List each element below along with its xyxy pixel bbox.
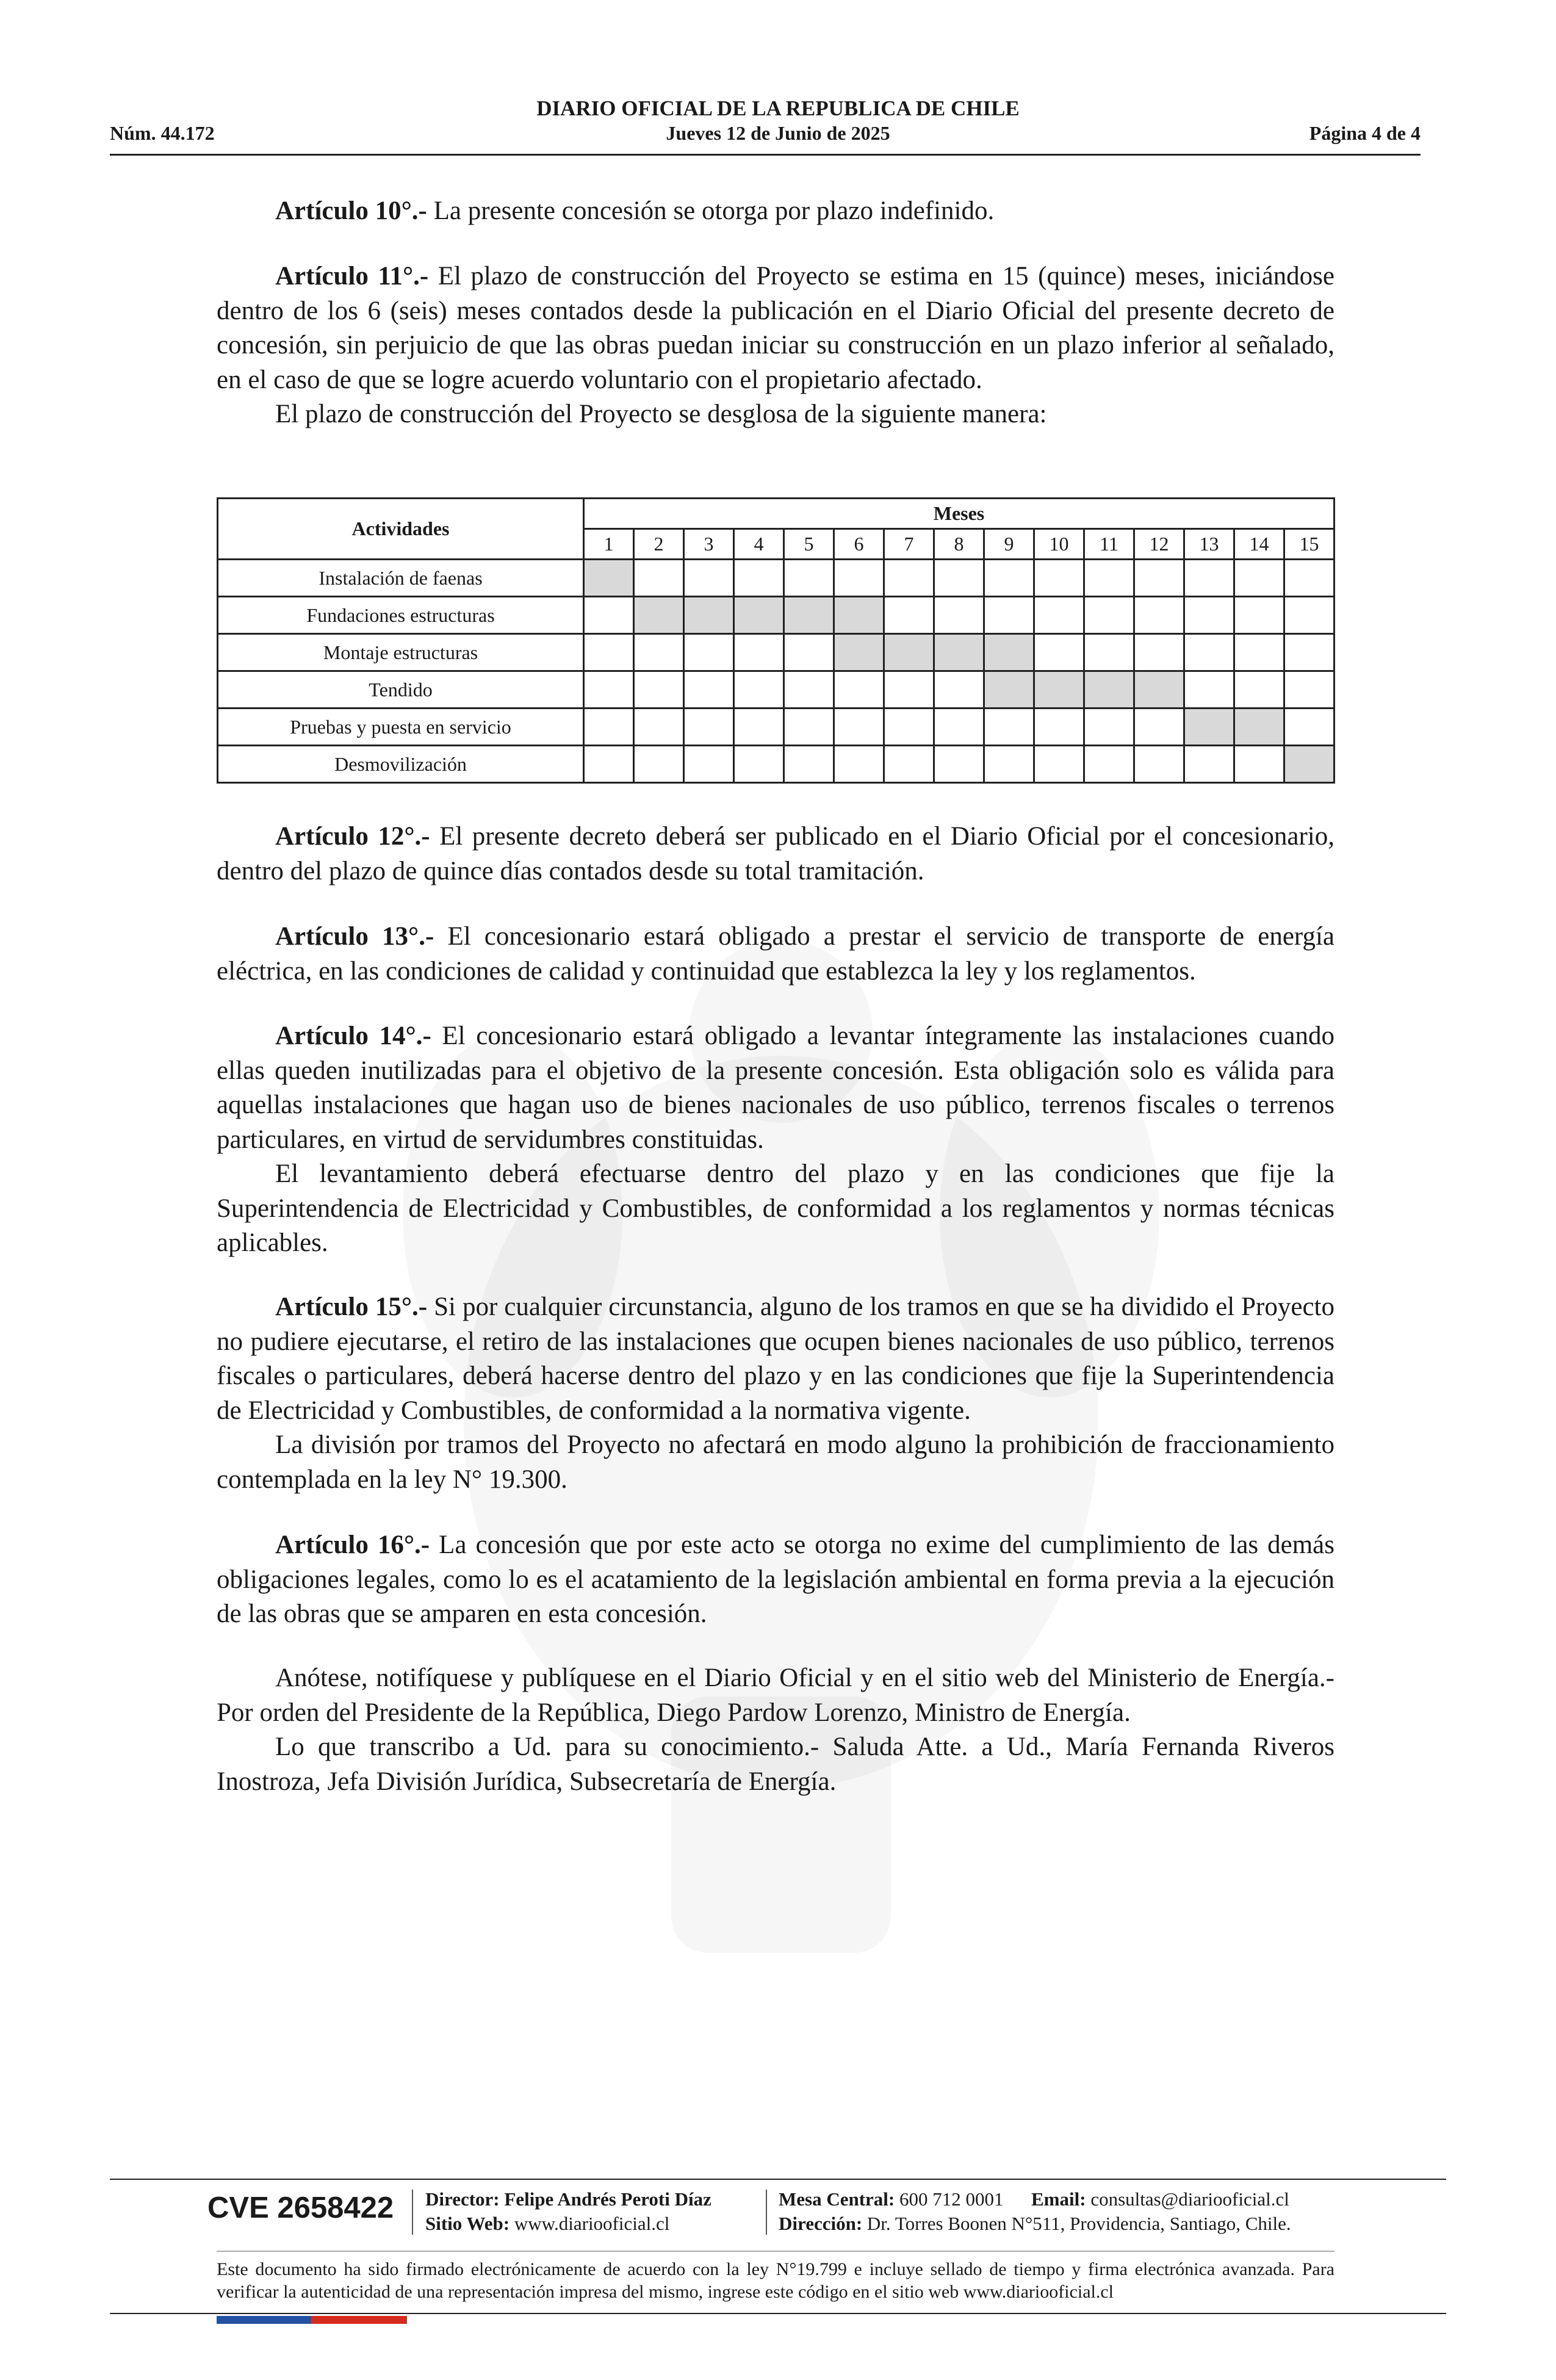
schedule-cell [734, 746, 784, 783]
schedule-cell [634, 709, 684, 746]
activity-label: Instalación de faenas [218, 560, 584, 597]
months-header: Meses [584, 499, 1334, 529]
schedule-cell-active [734, 597, 784, 634]
schedule-cell [634, 746, 684, 783]
schedule-row [218, 634, 1334, 671]
article-text: El presente decreto deberá ser publicado en el Diario Oficial por el concesionario, dentro del plazo de quince días contados desde su total tramitación. [217, 822, 1334, 885]
schedule-cell-active [1284, 746, 1334, 783]
schedule-cell [884, 746, 934, 783]
article-paragraph: El plazo de construcción del Proyecto se desglosa de la siguiente manera: [275, 400, 1047, 428]
schedule-cell [584, 671, 634, 709]
schedule-cell [1284, 560, 1334, 597]
schedule-cell-active [684, 597, 734, 634]
closing-paragraph: Lo que transcribo a Ud. para su conocimiento.- Saluda Atte. a Ud., María Fernanda Riveros Inostroza, Jefa División Jurídica, Subsecretaría de Energía. [217, 1733, 1334, 1796]
article-13 [217, 920, 1334, 989]
website-line [425, 2213, 669, 2235]
activity-label: Fundaciones estructuras [218, 597, 584, 634]
month-header: 5 [784, 529, 834, 560]
month-header: 8 [934, 529, 984, 560]
article-12 [217, 820, 1334, 889]
activity-label: Desmovilización [218, 746, 584, 783]
schedule-cell [1134, 634, 1184, 671]
schedule-cell-active [1034, 671, 1084, 709]
schedule-cell [984, 746, 1034, 783]
page-number: Página 4 de 4 [1309, 122, 1421, 144]
schedule-cell [884, 671, 934, 709]
schedule-cell-active [1184, 709, 1234, 746]
schedule-cell [784, 746, 834, 783]
schedule-cell [1084, 746, 1134, 783]
schedule-cell [1134, 560, 1184, 597]
schedule-cell [1084, 709, 1134, 746]
article-paragraph: El levantamiento deberá efectuarse dentro del plazo y en las condiciones que fije la Superintendencia de Electricidad y Combustibles, de conformidad a los reglamentos y normas técnicas aplicables. [217, 1159, 1334, 1257]
schedule-cell [1034, 560, 1084, 597]
schedule-cell-active [934, 634, 984, 671]
schedule-cell [784, 709, 834, 746]
schedule-cell [584, 709, 634, 746]
article-16 [217, 1528, 1334, 1632]
schedule-cell [634, 560, 684, 597]
article-heading: Artículo 11°.- [275, 262, 429, 290]
article-15 [217, 1290, 1334, 1497]
schedule-cell [984, 597, 1034, 634]
article-heading: Artículo 16°.- [275, 1531, 430, 1559]
schedule-cell [934, 671, 984, 709]
mesa-label: Mesa Central: [779, 2188, 895, 2210]
article-10 [217, 194, 1334, 229]
schedule-cell [684, 709, 734, 746]
schedule-cell [1134, 597, 1184, 634]
schedule-cell [1184, 560, 1234, 597]
article-heading: Artículo 14°.- [275, 1022, 431, 1050]
schedule-cell [834, 671, 884, 709]
month-header: 13 [1184, 529, 1234, 560]
schedule-cell-active [834, 634, 884, 671]
activities-header: Actividades [218, 499, 584, 560]
month-header: 3 [684, 529, 734, 560]
schedule-cell [634, 671, 684, 709]
article-text: La presente concesión se otorga por plazo indefinido. [427, 197, 995, 225]
schedule-cell [784, 671, 834, 709]
schedule-cell [1034, 709, 1084, 746]
schedule-cell [1234, 634, 1284, 671]
schedule-cell-active [584, 560, 634, 597]
signature-note: Este documento ha sido firmado electrónicamente de acuerdo con la ley N°19.799 e incluye sellado de tiempo y firma electrónica avanzada. Para verificar la autenticidad de una representación impresa del mismo, ingrese este código en el sitio web www.diariooficial.cl [217, 2259, 1334, 2302]
schedule-cell [984, 709, 1034, 746]
schedule-cell [1234, 746, 1284, 783]
schedule-cell [1234, 671, 1284, 709]
schedule-cell-active [1084, 671, 1134, 709]
article-heading: Artículo 15°.- [275, 1293, 428, 1321]
director-label: Director: [425, 2188, 500, 2210]
schedule-cell [584, 746, 634, 783]
schedule-cell [784, 560, 834, 597]
issue-date: Jueves 12 de Junio de 2025 [666, 122, 890, 144]
schedule-cell-active [784, 597, 834, 634]
schedule-row [218, 709, 1334, 746]
schedule-cell [1034, 634, 1084, 671]
website-label: Sitio Web: [425, 2213, 510, 2234]
schedule-row [218, 560, 1334, 597]
flag-stripe-blue [217, 2316, 311, 2324]
article-text: Si por cualquier circunstancia, alguno de los tramos en que se ha dividido el Proyecto no pudiere ejecutarse, el retiro de las instalaciones que ocupen bienes nacionales de uso público, terrenos fiscales o particulares, deberá hacerse dentro del plazo y en las condiciones que fije la Superintendencia de Electricidad y Combustibles, de conformidad a la normativa vigente. [217, 1293, 1334, 1425]
schedule-cell-active [984, 671, 1034, 709]
contact-line [779, 2188, 1289, 2210]
issue-number: Núm. 44.172 [110, 122, 215, 144]
month-header: 10 [1034, 529, 1084, 560]
director-name: Felipe Andrés Peroti Díaz [504, 2188, 711, 2210]
schedule-cell-active [884, 634, 934, 671]
schedule-cell [884, 709, 934, 746]
schedule-cell [934, 597, 984, 634]
footer-divider [217, 2251, 1334, 2252]
month-header: 7 [884, 529, 934, 560]
schedule-cell [1034, 746, 1084, 783]
schedule-cell [734, 560, 784, 597]
article-heading: Artículo 10°.- [275, 197, 427, 225]
schedule-row [218, 671, 1334, 709]
schedule-cell [734, 634, 784, 671]
schedule-row [218, 746, 1334, 783]
schedule-cell [734, 671, 784, 709]
email-label: Email: [1031, 2188, 1086, 2210]
schedule-cell-active [834, 597, 884, 634]
schedule-cell [1184, 634, 1234, 671]
month-header: 14 [1234, 529, 1284, 560]
schedule-cell [584, 634, 634, 671]
month-header: 4 [734, 529, 784, 560]
address: Dr. Torres Boonen N°511, Providencia, Santiago, Chile. [866, 2213, 1291, 2234]
schedule-cell [1134, 746, 1184, 783]
schedule-cell [934, 560, 984, 597]
closing-paragraph: Anótese, notifíquese y publíquese en el Diario Oficial y en el sitio web del Ministerio de Energía.- Por orden del Presidente de la República, Diego Pardow Lorenzo, Ministro de Energía. [217, 1664, 1334, 1727]
schedule-cell [684, 634, 734, 671]
schedule-cell [884, 560, 934, 597]
month-header: 1 [584, 529, 634, 560]
schedule-cell [1084, 597, 1134, 634]
schedule-cell [984, 560, 1034, 597]
article-heading: Artículo 13°.- [275, 922, 434, 951]
email-link[interactable]: consultas@diariooficial.cl [1090, 2188, 1289, 2210]
month-header: 9 [984, 529, 1034, 560]
flag-stripe-red [311, 2316, 407, 2324]
schedule-cell [934, 709, 984, 746]
schedule-cell-active [984, 634, 1034, 671]
schedule-cell [1184, 671, 1234, 709]
schedule-cell [834, 746, 884, 783]
schedule-cell [1234, 560, 1284, 597]
footer-separator [766, 2190, 767, 2235]
activity-label: Montaje estructuras [218, 634, 584, 671]
closing [217, 1661, 1334, 1799]
schedule-cell [1184, 746, 1234, 783]
article-text: El concesionario estará obligado a levantar íntegramente las instalaciones cuando ellas queden inutilizadas para el objetivo de la presente concesión. Esta obligación solo es válida para aquellas instalaciones que hagan uso de bienes nacionales de uso público, terrenos fiscales o terrenos particulares, en virtud de servidumbres constituidas. [217, 1022, 1334, 1154]
cve-code: CVE 2658422 [207, 2191, 394, 2224]
month-header: 15 [1284, 529, 1334, 560]
footer-divider [110, 2179, 1446, 2180]
schedule-cell [1284, 597, 1334, 634]
article-text: La concesión que por este acto se otorga no exime del cumplimiento de las demás obligaciones legales, como lo es el acatamiento de la legislación ambiental en forma previa a la ejecución de las obras que se amparen en esta concesión. [217, 1531, 1334, 1628]
schedule-cell [784, 634, 834, 671]
schedule-body [218, 560, 1334, 783]
header-divider [110, 154, 1421, 156]
month-header: 6 [834, 529, 884, 560]
schedule-cell [834, 709, 884, 746]
schedule-cell [1234, 597, 1284, 634]
newspaper-title: DIARIO OFICIAL DE LA REPUBLICA DE CHILE [536, 96, 1020, 120]
schedule-row [218, 597, 1334, 634]
schedule-cell [834, 560, 884, 597]
schedule-cell [1284, 634, 1334, 671]
website-link[interactable]: www.diariooficial.cl [514, 2213, 670, 2234]
month-header: 11 [1084, 529, 1134, 560]
article-text: El concesionario estará obligado a prestar el servicio de transporte de energía eléctrica, en las condiciones de calidad y continuidad que establezca la ley y los reglamentos. [217, 922, 1334, 986]
schedule-cell [884, 597, 934, 634]
schedule-cell [684, 671, 734, 709]
footer-separator [412, 2190, 413, 2235]
article-heading: Artículo 12°.- [275, 822, 430, 851]
schedule-cell [684, 560, 734, 597]
construction-schedule-table [217, 497, 1335, 784]
footer-divider [110, 2313, 1446, 2314]
activity-label: Pruebas y puesta en servicio [218, 709, 584, 746]
schedule-cell-active [1134, 671, 1184, 709]
mesa-phone: 600 712 0001 [899, 2188, 1004, 2210]
schedule-cell [1284, 671, 1334, 709]
article-text: El plazo de construcción del Proyecto se estima en 15 (quince) meses, iniciándose dentro de los 6 (seis) meses contados desde la publicación en el Diario Oficial del presente decreto de concesión, sin perjuicio de que las obras puedan iniciar su construcción en un plazo inferior al señalado, en el caso de que se logre acuerdo voluntario con el propietario afectado. [217, 262, 1335, 394]
activity-label: Tendido [218, 671, 584, 709]
schedule-cell [1284, 709, 1334, 746]
schedule-cell [584, 597, 634, 634]
article-paragraph: La división por tramos del Proyecto no afectará en modo alguno la prohibición de fraccionamiento contemplada en la ley N° 19.300. [217, 1430, 1334, 1494]
schedule-cell [684, 746, 734, 783]
month-header: 12 [1134, 529, 1184, 560]
schedule-cell [634, 634, 684, 671]
schedule-cell [1084, 634, 1134, 671]
month-header: 2 [634, 529, 684, 560]
director-line [425, 2188, 711, 2210]
schedule-cell [1084, 560, 1134, 597]
schedule-cell-active [634, 597, 684, 634]
address-label: Dirección: [779, 2213, 863, 2234]
address-line [779, 2213, 1291, 2235]
schedule-cell [1034, 597, 1084, 634]
schedule-cell [1184, 597, 1234, 634]
schedule-cell [1134, 709, 1184, 746]
schedule-cell-active [1234, 709, 1284, 746]
article-14 [217, 1019, 1334, 1261]
schedule-cell [734, 709, 784, 746]
schedule-cell [934, 746, 984, 783]
article-11 [217, 259, 1334, 432]
